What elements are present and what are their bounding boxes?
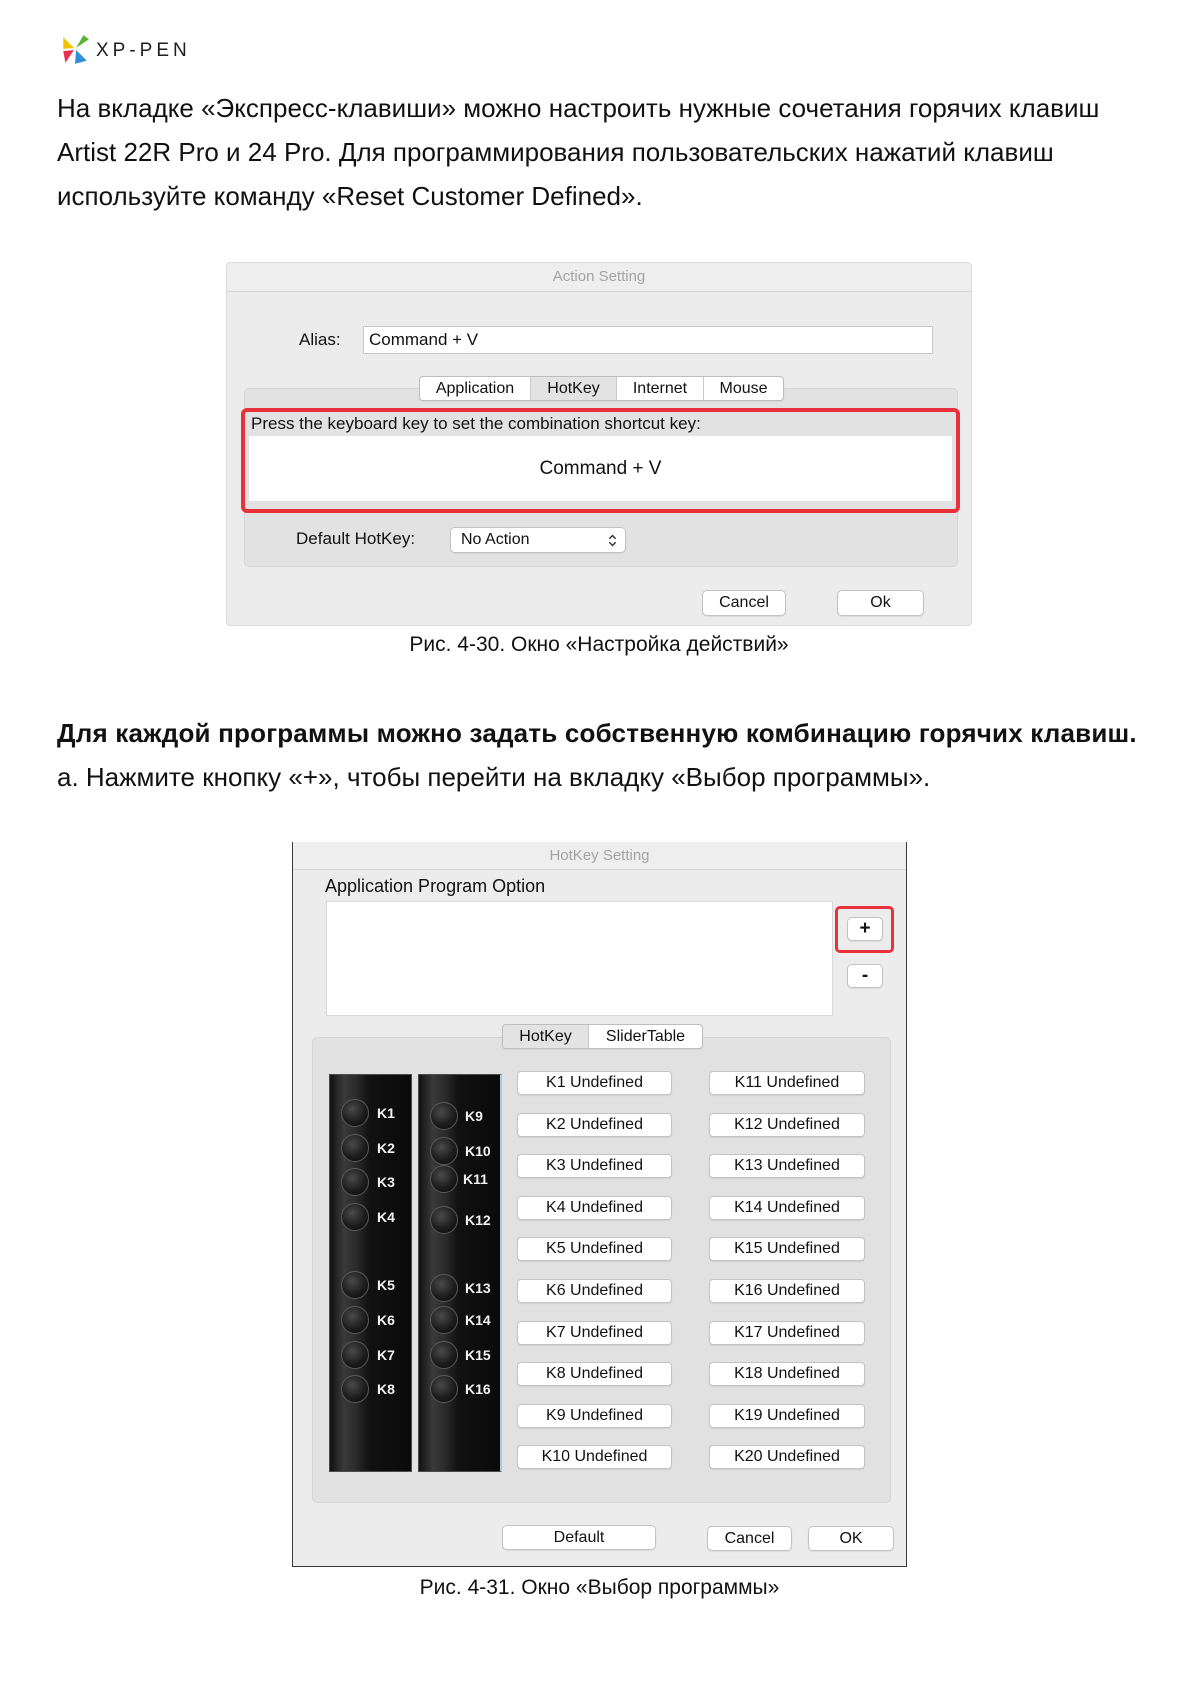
device-key-label: K11 [463, 1171, 488, 1187]
cancel-button[interactable]: Cancel [702, 590, 786, 616]
alias-input[interactable] [363, 326, 933, 354]
key-assignment-button[interactable]: K19 Undefined [709, 1404, 865, 1428]
device-key-knob [430, 1375, 458, 1403]
device-key-label: K3 [377, 1174, 395, 1190]
remove-program-button[interactable]: - [847, 964, 883, 988]
key-assignment-button[interactable]: K11 Undefined [709, 1071, 865, 1095]
device-key [330, 1099, 411, 1127]
device-key-label: K14 [465, 1312, 491, 1328]
device-key-knob [430, 1165, 458, 1193]
hotkey-tabs [502, 1024, 703, 1049]
device-key-label: K16 [465, 1381, 491, 1397]
device-key-label: K13 [465, 1280, 491, 1296]
ok-button[interactable]: Ok [837, 590, 924, 616]
default-hotkey-select[interactable] [450, 527, 626, 553]
tab-mouse[interactable]: Mouse [703, 377, 783, 400]
device-key [330, 1203, 411, 1231]
intro-line: Artist 22R Pro и 24 Pro. Для программирования пользовательских нажатий клавиш [57, 137, 1054, 167]
tab-hotkey[interactable]: HotKey [530, 377, 616, 400]
key-assignment-button[interactable]: K6 Undefined [517, 1279, 672, 1303]
shortcut-value: Command + V [539, 457, 662, 479]
alias-value: Command + V [369, 330, 479, 349]
hotkey-setting-dialog [292, 842, 907, 1567]
key-assignment-button[interactable]: K2 Undefined [517, 1113, 672, 1137]
add-program-button[interactable]: + [847, 917, 883, 941]
device-key [419, 1341, 500, 1369]
tab-internet[interactable]: Internet [616, 377, 703, 400]
device-key-knob [341, 1099, 369, 1127]
ok-button[interactable]: OK [808, 1526, 894, 1551]
key-assignment-button[interactable]: K9 Undefined [517, 1404, 672, 1428]
default-button[interactable]: Default [502, 1525, 656, 1550]
key-assignment-button[interactable]: K8 Undefined [517, 1362, 672, 1386]
alias-label: Alias: [299, 330, 341, 349]
device-key-knob [341, 1271, 369, 1299]
device-key-label: K2 [377, 1140, 395, 1156]
device-key-knob [341, 1375, 369, 1403]
device-key-knob [430, 1274, 458, 1302]
device-key [330, 1306, 411, 1334]
xp-pen-logo-icon [60, 34, 90, 66]
default-hotkey-label: Default HotKey: [296, 529, 416, 548]
key-assignment-button[interactable]: K7 Undefined [517, 1321, 672, 1345]
intro-line: На вкладке «Экспресс-клавиши» можно настроить нужные сочетания горячих клавиш [57, 93, 1100, 123]
section-heading: Для каждой программы можно задать собственную комбинацию горячих клавиш. [57, 718, 1137, 748]
logo-text: XP-PEN [96, 40, 191, 61]
key-assignment-button[interactable]: K18 Undefined [709, 1362, 865, 1386]
key-assignment-button[interactable]: K3 Undefined [517, 1154, 672, 1178]
device-key-knob [430, 1341, 458, 1369]
shortcut-capture-field[interactable] [249, 436, 952, 501]
device-key [330, 1168, 411, 1196]
device-key [419, 1375, 500, 1403]
device-key [419, 1137, 500, 1165]
tab-application[interactable]: Application [435, 379, 515, 397]
intro-paragraph [57, 86, 1099, 218]
device-key-strip-left [329, 1074, 412, 1472]
device-key-knob [430, 1137, 458, 1165]
key-assignment-button[interactable]: K16 Undefined [709, 1279, 865, 1303]
device-key-label: K9 [465, 1108, 483, 1124]
key-assignment-button[interactable]: K1 Undefined [517, 1071, 672, 1095]
figure-caption: Рис. 4-30. Окно «Настройка действий» [409, 633, 789, 656]
device-key-label: K12 [465, 1212, 491, 1228]
key-assignment-button[interactable]: K4 Undefined [517, 1196, 672, 1220]
device-key [419, 1102, 500, 1130]
key-assignment-button[interactable]: K13 Undefined [709, 1154, 865, 1178]
key-assignment-grid [517, 1071, 865, 1469]
step-a-text: а. Нажмите кнопку «+», чтобы перейти на вкладку «Выбор программы». [57, 762, 931, 792]
dialog-title: Action Setting [227, 263, 971, 292]
device-key-label: K5 [377, 1277, 395, 1293]
device-key-label: K1 [377, 1105, 395, 1121]
device-key-knob [341, 1306, 369, 1334]
device-key [330, 1375, 411, 1403]
action-type-tabs [419, 376, 784, 401]
default-hotkey-value: No Action [461, 531, 530, 548]
key-assignment-button[interactable]: K14 Undefined [709, 1196, 865, 1220]
device-key-label: K7 [377, 1347, 395, 1363]
device-key-strip-right [418, 1074, 502, 1472]
key-assignment-button[interactable]: K12 Undefined [709, 1113, 865, 1137]
device-key-label: K8 [377, 1381, 395, 1397]
device-key [419, 1306, 500, 1334]
program-list[interactable] [326, 901, 833, 1016]
device-key-knob [341, 1168, 369, 1196]
device-key-knob [341, 1134, 369, 1162]
device-key-knob [341, 1203, 369, 1231]
device-key [419, 1206, 500, 1234]
device-key [419, 1274, 500, 1302]
figure-caption: Рис. 4-31. Окно «Выбор программы» [419, 1576, 780, 1599]
device-key-label: K4 [377, 1209, 395, 1225]
key-assignment-button[interactable]: K10 Undefined [517, 1445, 672, 1469]
cancel-button[interactable]: Cancel [707, 1526, 792, 1551]
program-option-label: Application Program Option [325, 876, 546, 896]
device-key [330, 1341, 411, 1369]
shortcut-prompt: Press the keyboard key to set the combination shortcut key: [251, 414, 701, 433]
up-down-chevron-icon [608, 533, 617, 548]
device-key-label: K10 [465, 1143, 491, 1159]
device-key-label: K15 [465, 1347, 491, 1363]
device-key-knob [430, 1102, 458, 1130]
tab-slidertable[interactable]: SliderTable [588, 1025, 702, 1048]
device-key-knob [341, 1341, 369, 1369]
tab-hotkey[interactable]: HotKey [503, 1025, 588, 1048]
action-setting-dialog [226, 262, 972, 626]
key-assignment-button[interactable]: K20 Undefined [709, 1445, 865, 1469]
intro-line: используйте команду «Reset Customer Defined». [57, 181, 643, 211]
key-assignment-button[interactable]: K17 Undefined [709, 1321, 865, 1345]
dialog-title: HotKey Setting [293, 842, 906, 870]
key-assignment-button[interactable]: K15 Undefined [709, 1237, 865, 1261]
device-key-knob [430, 1206, 458, 1234]
device-key-knob [430, 1306, 458, 1334]
key-assignment-button[interactable]: K5 Undefined [517, 1237, 672, 1261]
device-key-label: K6 [377, 1312, 395, 1328]
device-key [330, 1271, 411, 1299]
device-key [419, 1165, 500, 1193]
device-key [330, 1134, 411, 1162]
